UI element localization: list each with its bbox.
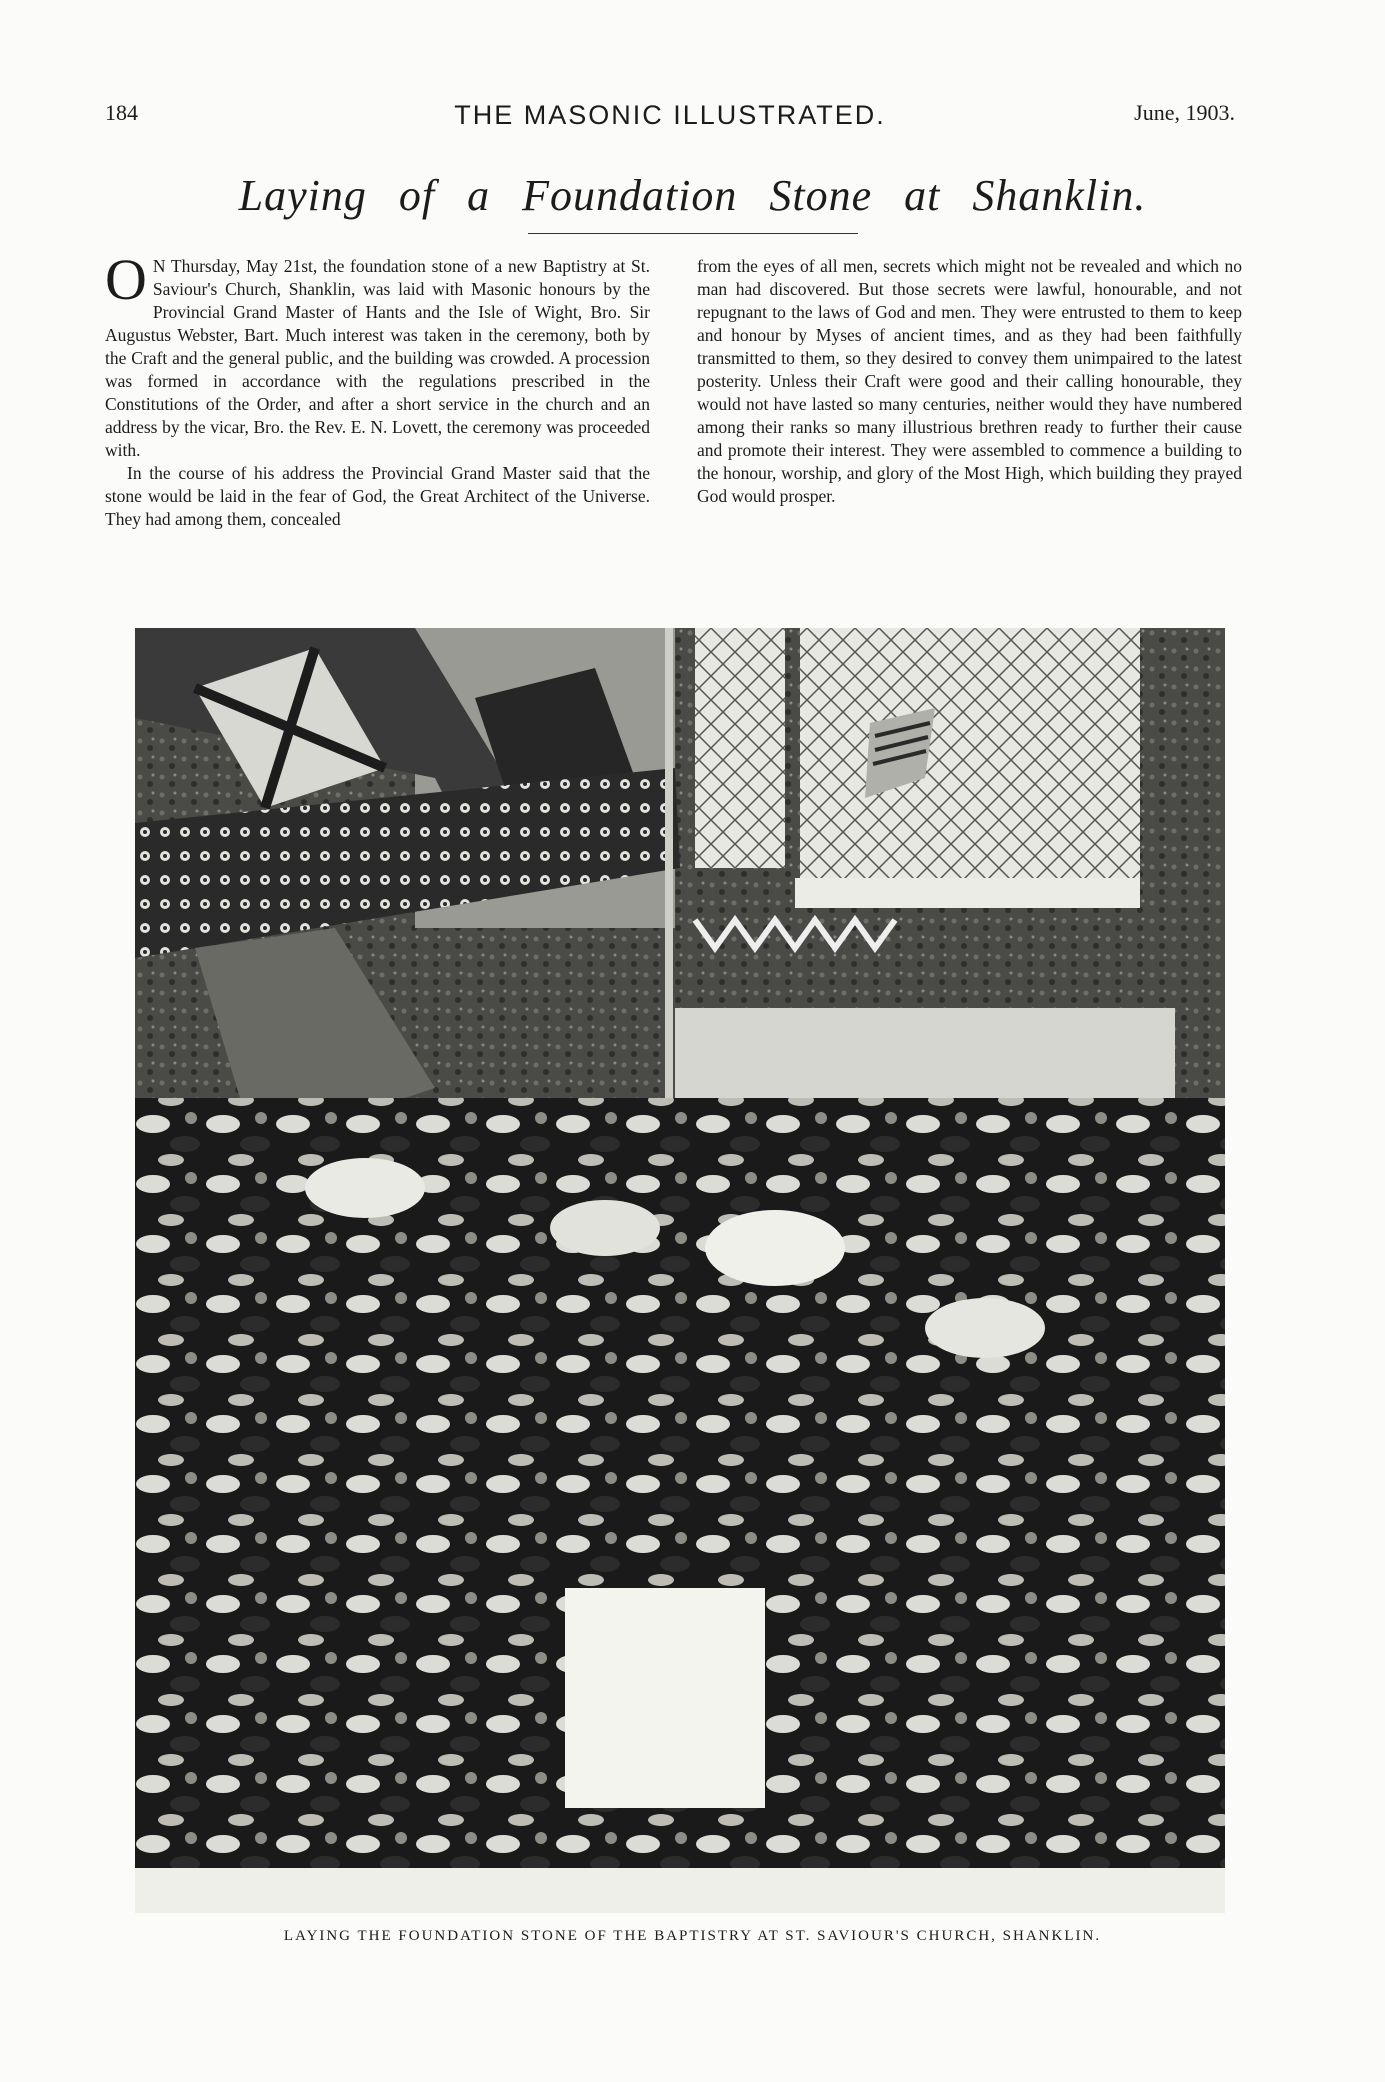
lattice-window-1: [695, 628, 785, 868]
page-header: [105, 100, 1235, 140]
flag-pole: [665, 628, 673, 1108]
window-sill: [795, 878, 1140, 908]
lattice-window-3: [970, 628, 1140, 883]
drop-cap: O: [105, 247, 147, 312]
article-paragraph: In the course of his address the Provincial Grand Master said that the stone would be laid in the fear of God, the Great Architect of the Universe. They had among them, concealed: [105, 463, 650, 529]
article-column-left: [105, 247, 650, 531]
title-divider: [528, 233, 858, 234]
running-title: THE MASONIC ILLUSTRATED.: [454, 100, 886, 130]
straw-hat: [925, 1298, 1045, 1358]
light-dress: [565, 1588, 765, 1808]
paragraph-text: N Thursday, May 21st, the foundation stone of a new Baptistry at St. Saviour's Church, Shanklin, was laid with Masonic honours by the Provincial Grand Master of Hants and the Isle of Wight, Bro. Sir Augustus Webster, Bart. Much interest was taken in the ceremony, both by the Craft and the general public, and the building was crowded. A procession was formed in accordance with the regulations prescribed in the Constitutions of the Order, and after a short service in the church and an address by the vicar, Bro. the Rev. E. N. Lovett, the ceremony was proceeded with.: [105, 256, 650, 460]
ceremony-photograph: [135, 628, 1225, 1913]
page-number: 184: [105, 100, 138, 125]
article-paragraph: from the eyes of all men, secrets which might not be revealed and which no man had discovered. But those secrets were lawful, honourable, and not repugnant to the laws of God and men. They were entrusted to them to keep and honour by Myses of ancient times, and as they had been faithfully transmitted to them, so they desired to convey them unimpaired to the latest posterity. Unless their Craft were good and their calling honourable, they would not have lasted so many centuries, neither would they have numbered among their ranks so many illustrious brethren ready to further their cause and promote their interest. They were assembled to commence a building to the honour, worship, and glory of the Most High, which building they prayed God would prosper.: [697, 256, 1242, 506]
foreground-ground: [135, 1868, 1225, 1913]
straw-hat: [550, 1200, 660, 1256]
article-paragraph: [105, 247, 650, 462]
photograph-illustration: [135, 628, 1225, 1913]
article-column-right: [697, 255, 1242, 508]
straw-hat: [305, 1158, 425, 1218]
straw-hat: [705, 1210, 845, 1286]
article-title: Laying of a Foundation Stone at Shanklin.: [238, 171, 1147, 220]
photo-caption: LAYING THE FOUNDATION STONE OF THE BAPTISTRY AT ST. SAVIOUR'S CHURCH, SHANKLIN.: [283, 1928, 1102, 1944]
issue-date: June, 1903.: [1134, 100, 1235, 125]
